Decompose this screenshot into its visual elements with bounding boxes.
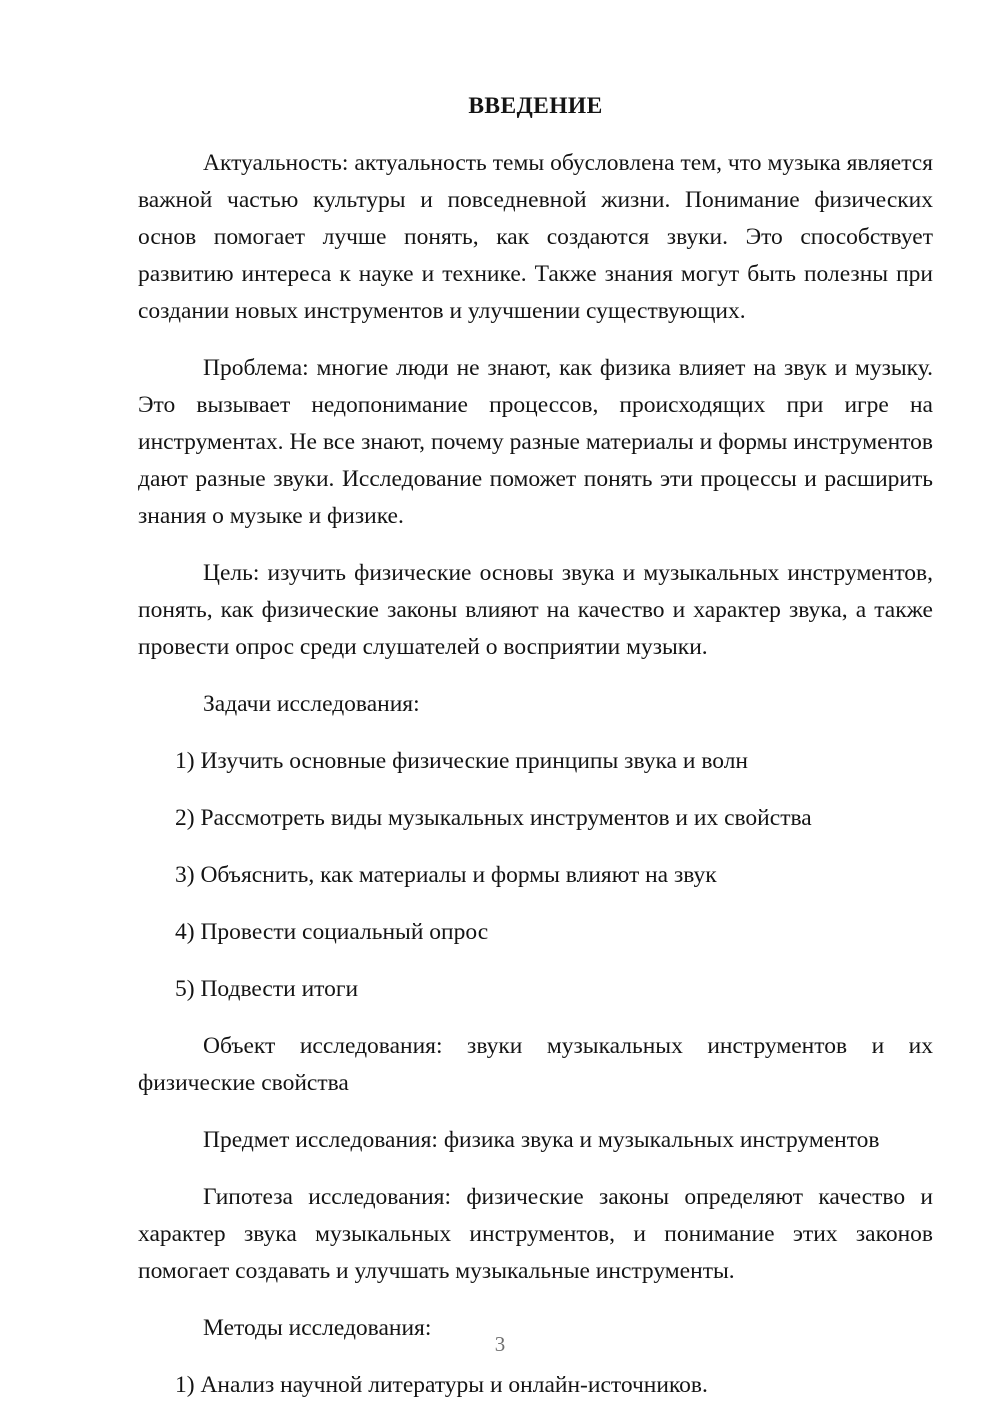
methods-heading: Методы исследования:: [203, 1315, 432, 1341]
paragraph-relevance: Актуальность: актуальность темы обусловлена тем, что музыка является важной частью культуры и повседневной жизни. Понимание физических основ помогает лучше понять, как создаются звуки. Это способствует развитию интереса к науке и технике. Также знания могут быть полезны при создании новых инструментов и улучшении существующих.: [138, 150, 933, 324]
paragraph-hypothesis: Гипотеза исследования: физические законы определяют качество и характер звука музыкальных инструментов, и понимание этих законов помогает создавать и улучшать музыкальные инструменты.: [138, 1184, 933, 1284]
list-item: 4) Провести социальный опрос: [175, 919, 489, 945]
paragraph-object: Объект исследования: звуки музыкальных инструментов и их физические свойства: [138, 1033, 933, 1096]
list-item: 1) Изучить основные физические принципы звука и волн: [175, 748, 748, 774]
page-number: 3: [494, 1332, 506, 1356]
page-title: ВВЕДЕНИЕ: [468, 93, 603, 119]
list-item: 5) Подвести итоги: [175, 976, 359, 1002]
list-item: 2) Рассмотреть виды музыкальных инструментов и их свойства: [175, 805, 812, 831]
paragraph-subject: Предмет исследования: физика звука и музыкальных инструментов: [203, 1127, 880, 1153]
paragraph-problem: Проблема: многие люди не знают, как физика влияет на звук и музыку. Это вызывает недопонимание процессов, происходящих при игре на инструментах. Не все знают, почему разные материалы и формы инструментов дают разные звуки. Исследование поможет понять эти процессы и расширить знания о музыке и физике.: [138, 355, 933, 529]
list-item: 3) Объяснить, как материалы и формы влияют на звук: [175, 862, 717, 888]
paragraph-goal: Цель: изучить физические основы звука и музыкальных инструментов, понять, как физические законы влияют на качество и характер звука, а также провести опрос среди слушателей о восприятии музыки.: [138, 560, 933, 660]
tasks-heading: Задачи исследования:: [203, 691, 420, 717]
list-item: 1) Анализ научной литературы и онлайн-источников.: [175, 1372, 708, 1398]
page-content: [138, 88, 933, 1404]
